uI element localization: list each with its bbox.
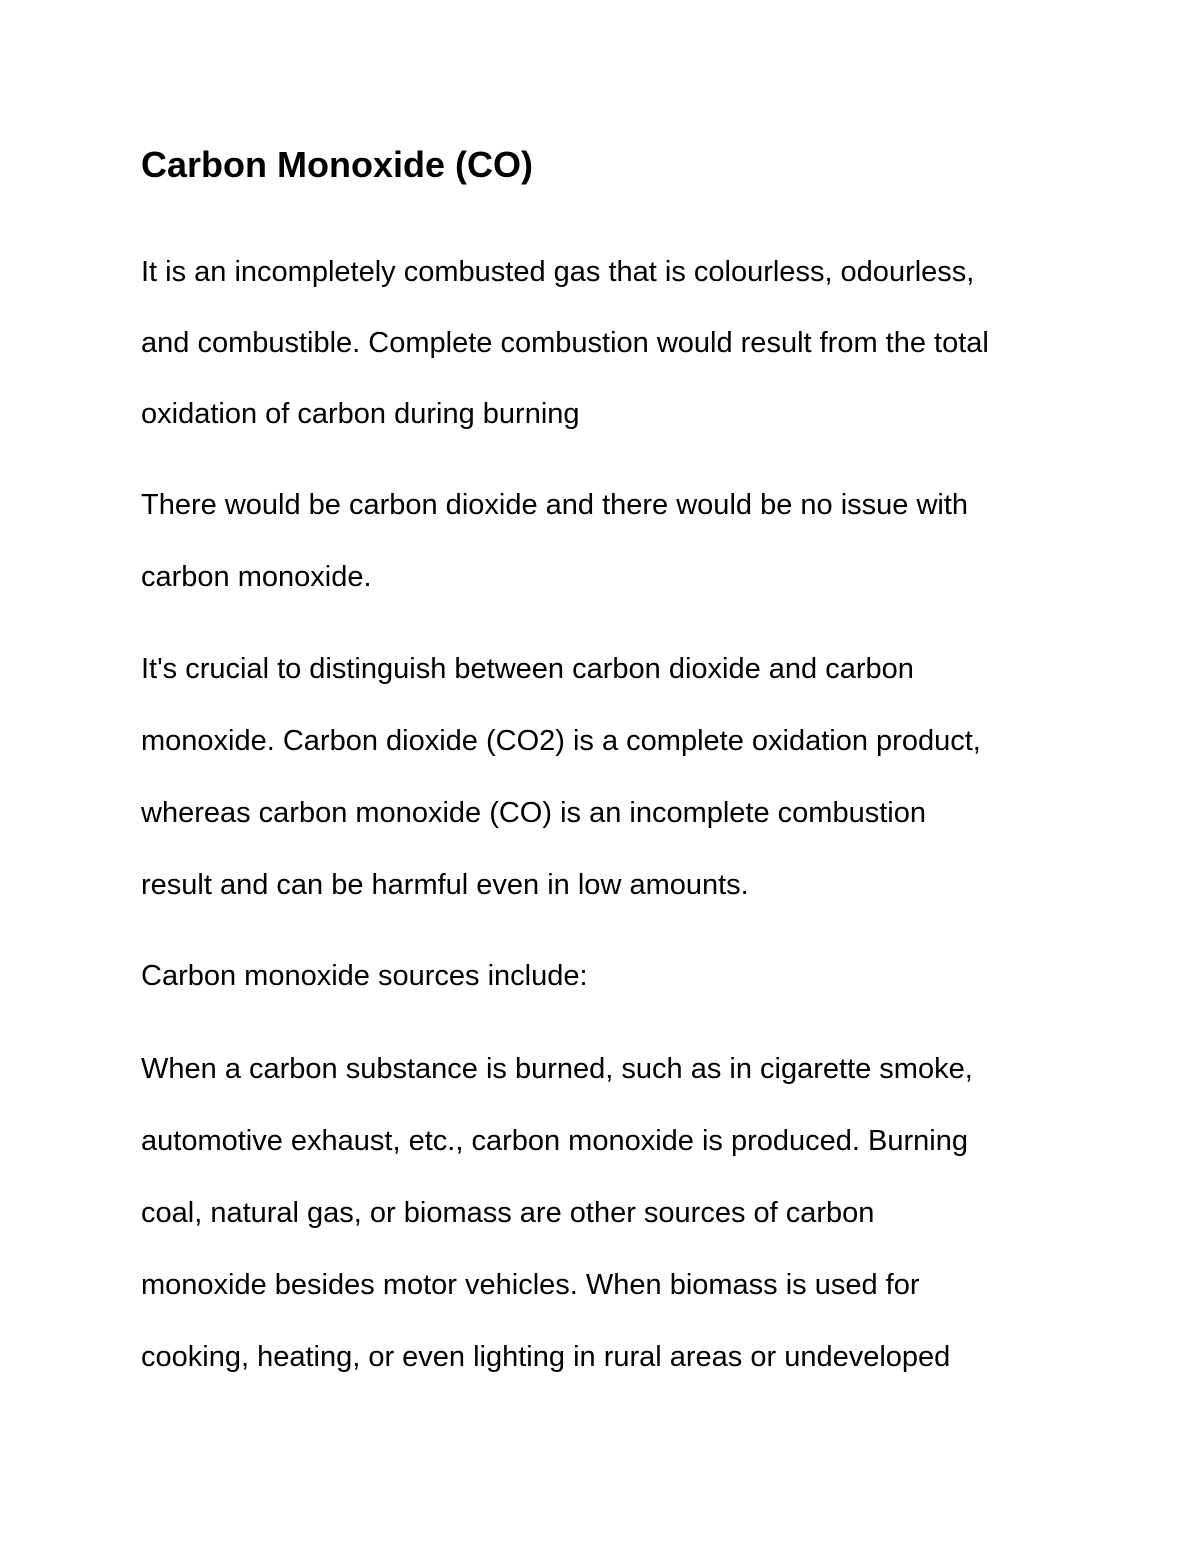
paragraph-3-line-2: monoxide. Carbon dioxide (CO2) is a complete oxidation product,: [141, 725, 981, 757]
paragraph-1-line-3: oxidation of carbon during burning: [141, 398, 580, 430]
paragraph-5-line-4: monoxide besides motor vehicles. When biomass is used for: [141, 1269, 920, 1301]
paragraph-3-line-3: whereas carbon monoxide (CO) is an incomplete combustion: [141, 797, 926, 829]
paragraph-2-line-2: carbon monoxide.: [141, 561, 372, 593]
paragraph-3-line-4: result and can be harmful even in low amounts.: [141, 869, 749, 901]
paragraph-1-line-1: It is an incompletely combusted gas that is colourless, odourless,: [141, 256, 975, 288]
paragraph-5-line-3: coal, natural gas, or biomass are other sources of carbon: [141, 1197, 875, 1229]
paragraph-2-line-1: There would be carbon dioxide and there would be no issue with: [141, 489, 969, 521]
page-title: Carbon Monoxide (CO): [141, 144, 533, 185]
paragraph-4-line-1: Carbon monoxide sources include:: [141, 960, 588, 992]
paragraph-5-line-5: cooking, heating, or even lighting in rural areas or undeveloped: [141, 1341, 951, 1373]
paragraph-5-line-2: automotive exhaust, etc., carbon monoxide is produced. Burning: [141, 1125, 968, 1157]
paragraph-5-line-1: When a carbon substance is burned, such as in cigarette smoke,: [141, 1053, 973, 1085]
paragraph-3-line-1: It's crucial to distinguish between carbon dioxide and carbon: [141, 653, 914, 685]
paragraph-1-line-2: and combustible. Complete combustion would result from the total: [141, 327, 989, 359]
